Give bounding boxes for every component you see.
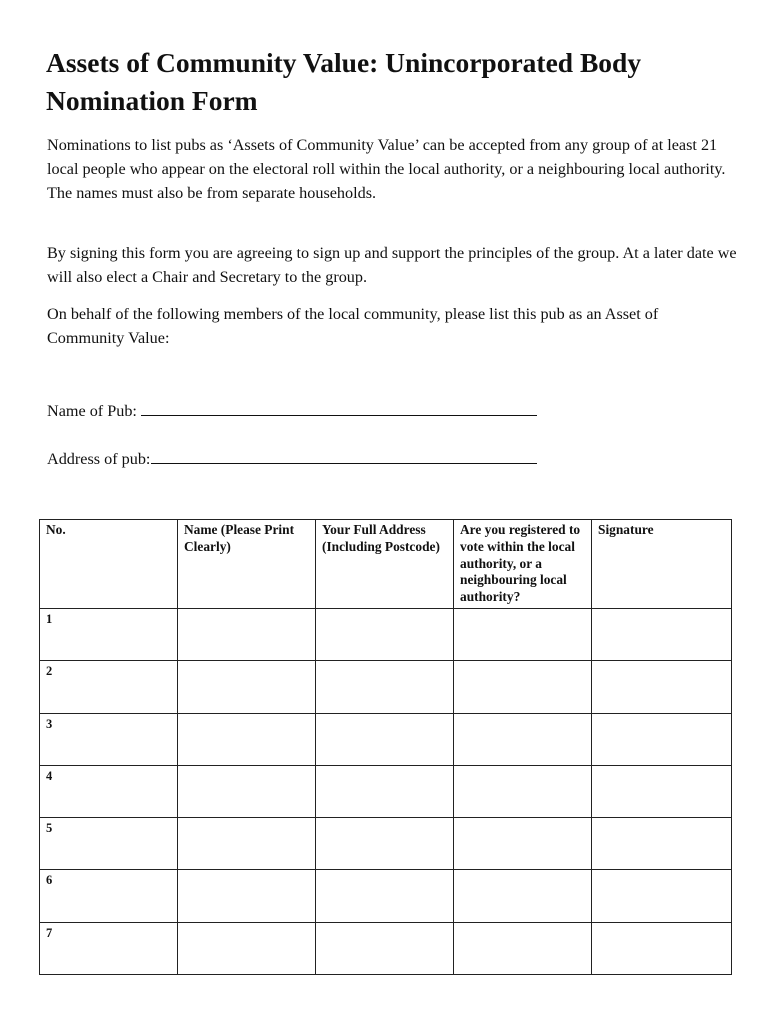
address-cell[interactable] [316, 608, 454, 660]
row-number: 5 [40, 818, 178, 870]
registered-cell[interactable] [454, 818, 592, 870]
header-number: No. [40, 520, 178, 609]
pub-name-label: Name of Pub: [47, 402, 137, 420]
members-table [39, 519, 732, 975]
name-cell[interactable] [178, 922, 316, 974]
intro-paragraph-request: On behalf of the following members of the local community, please list this pub as an Asset of Community Value: [47, 305, 659, 347]
address-cell[interactable] [316, 713, 454, 765]
registered-cell[interactable] [454, 608, 592, 660]
address-cell[interactable] [316, 765, 454, 817]
signature-cell[interactable] [592, 608, 732, 660]
signature-cell[interactable] [592, 870, 732, 922]
row-number: 2 [40, 661, 178, 713]
row-number: 6 [40, 870, 178, 922]
signature-cell[interactable] [592, 713, 732, 765]
row-number: 1 [40, 608, 178, 660]
header-signature: Signature [592, 520, 732, 609]
registered-cell[interactable] [454, 661, 592, 713]
table-row [40, 922, 732, 974]
registered-cell[interactable] [454, 870, 592, 922]
table-row [40, 818, 732, 870]
table-row [40, 713, 732, 765]
name-cell[interactable] [178, 608, 316, 660]
header-name: Name (Please Print Clearly) [178, 520, 316, 609]
registered-cell[interactable] [454, 713, 592, 765]
row-number: 3 [40, 713, 178, 765]
pub-name-input-line[interactable] [141, 399, 537, 416]
name-cell[interactable] [178, 818, 316, 870]
address-cell[interactable] [316, 870, 454, 922]
address-cell[interactable] [316, 922, 454, 974]
header-registered: Are you registered to vote within the local authority, or a neighbouring local authority? [454, 520, 592, 609]
header-address: Your Full Address (Including Postcode) [316, 520, 454, 609]
table-row [40, 608, 732, 660]
pub-address-input-line[interactable] [151, 447, 537, 464]
pub-name-field [47, 399, 537, 423]
pub-address-field [47, 447, 537, 471]
table-row [40, 870, 732, 922]
address-cell[interactable] [316, 661, 454, 713]
signature-cell[interactable] [592, 661, 732, 713]
signature-cell[interactable] [592, 922, 732, 974]
table-row [40, 765, 732, 817]
intro-paragraph-agreement: By signing this form you are agreeing to sign up and support the principles of the group. At a later date we will also elect a Chair and Secretary to the group. [47, 244, 737, 286]
intro-paragraph-eligibility: Nominations to list pubs as ‘Assets of Community Value’ can be accepted from any group of at least 21 local people who appear on the electoral roll within the local authority, or a neighbouring local authority. The names must also be from separate households. [47, 136, 726, 202]
signature-cell[interactable] [592, 765, 732, 817]
address-cell[interactable] [316, 818, 454, 870]
page-title: Assets of Community Value: Unincorporated Body Nomination Form [46, 47, 642, 116]
row-number: 4 [40, 765, 178, 817]
row-number: 7 [40, 922, 178, 974]
name-cell[interactable] [178, 713, 316, 765]
name-cell[interactable] [178, 765, 316, 817]
pub-address-label: Address of pub: [47, 450, 151, 468]
table-header-row [40, 520, 732, 609]
registered-cell[interactable] [454, 765, 592, 817]
registered-cell[interactable] [454, 922, 592, 974]
signature-cell[interactable] [592, 818, 732, 870]
table-row [40, 661, 732, 713]
name-cell[interactable] [178, 870, 316, 922]
name-cell[interactable] [178, 661, 316, 713]
